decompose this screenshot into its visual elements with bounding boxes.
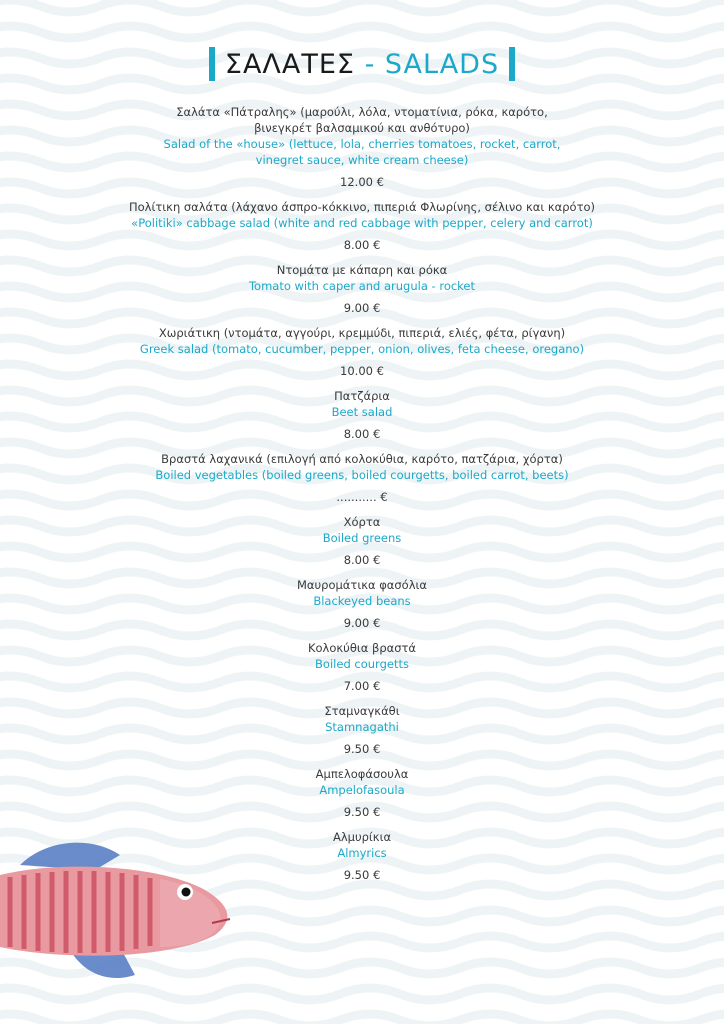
title-separator: -: [355, 48, 385, 80]
title-english: SALADS: [384, 48, 500, 80]
menu-header: [0, 44, 724, 84]
item-name-greek: Χωριάτικη (ντομάτα, αγγούρι, κρεμμύδι, πιπεριά, ελιές, φέτα, ρίγανη): [158, 326, 566, 340]
menu-item: [0, 640, 724, 694]
menu-item: [0, 104, 724, 190]
menu-item: [0, 703, 724, 757]
item-name-greek: Ντομάτα με κάπαρη και ρόκα: [276, 263, 448, 277]
item-name-greek: Κολοκύθια βραστά: [307, 641, 417, 655]
item-price: 8.00 €: [343, 238, 381, 252]
wave-line: [0, 988, 724, 1000]
item-name-greek: Μαυρομάτικα φασόλια: [297, 578, 427, 592]
item-price: 9.50 €: [343, 742, 381, 756]
item-price: 12.00 €: [340, 175, 384, 189]
item-name-english: Boiled greens: [322, 531, 402, 545]
menu-item: [0, 388, 724, 442]
item-price: 7.00 €: [343, 679, 381, 693]
item-name-english: Ampelofasoula: [319, 783, 405, 797]
item-name-greek: βινεγκρέτ βαλσαμικού και ανθότυρο): [254, 121, 470, 135]
item-price: ........... €: [336, 490, 388, 504]
item-price: 8.00 €: [343, 553, 381, 567]
item-price: 9.50 €: [343, 868, 381, 882]
item-name-english: vinegret sauce, white cream cheese): [255, 153, 469, 167]
menu-item: [0, 199, 724, 253]
item-name-greek: Χόρτα: [343, 515, 381, 529]
wave-line: [0, 1014, 724, 1024]
item-name-greek: Αμπελοφάσουλα: [315, 767, 409, 781]
menu-item: [0, 451, 724, 505]
menu-item: [0, 514, 724, 568]
menu-items-list: [0, 104, 724, 883]
item-name-english: Tomato with caper and arugula - rocket: [248, 279, 476, 293]
item-name-greek: Πατζάρια: [334, 389, 390, 403]
item-name-english: Boiled vegetables (boiled greens, boiled courgetts, boiled carrot, beets): [155, 468, 569, 482]
page-title: [225, 49, 499, 80]
item-price: 8.00 €: [343, 427, 381, 441]
header-right-bar: [509, 47, 515, 81]
item-name-english: «Politiki» cabbage salad (white and red cabbage with pepper, celery and carrot): [131, 216, 593, 230]
item-name-english: Greek salad (tomato, cucumber, pepper, onion, olives, feta cheese, oregano): [139, 342, 585, 356]
item-price: 9.50 €: [343, 805, 381, 819]
item-name-english: Salad of the «house» (lettuce, lola, cherries tomatoes, rocket, carrot,: [163, 137, 561, 151]
item-price: 10.00 €: [340, 364, 384, 378]
item-name-greek: Αλμυρίκια: [332, 830, 392, 844]
item-name-english: Blackeyed beans: [313, 594, 411, 608]
item-name-greek: Βραστά λαχανικά (επιλογή από κολοκύθια, καρότο, πατζάρια, χόρτα): [161, 452, 563, 466]
item-name-greek: Πολίτικη σαλάτα (λάχανο άσπρο-κόκκινο, πιπεριά Φλωρίνης, σέλινο και καρότο): [128, 200, 596, 214]
item-name-greek: Σταμναγκάθι: [324, 704, 400, 718]
item-name-english: Beet salad: [331, 405, 393, 419]
title-greek: ΣΑΛΑΤΕΣ: [224, 48, 355, 80]
menu-item: [0, 766, 724, 820]
item-name-english: Stamnagathi: [325, 720, 399, 734]
item-name-english: Boiled courgetts: [315, 657, 409, 671]
item-price: 9.00 €: [343, 301, 381, 315]
header-left-bar: [209, 47, 215, 81]
menu-item: [0, 262, 724, 316]
menu-item: [0, 577, 724, 631]
menu-item: [0, 829, 724, 883]
item-name-english: Almyrics: [337, 846, 387, 860]
item-name-greek: Σαλάτα «Πάτραλης» (μαρούλι, λόλα, ντοματίνια, ρόκα, καρότο,: [176, 105, 548, 119]
item-price: 9.00 €: [343, 616, 381, 630]
menu-item: [0, 325, 724, 379]
